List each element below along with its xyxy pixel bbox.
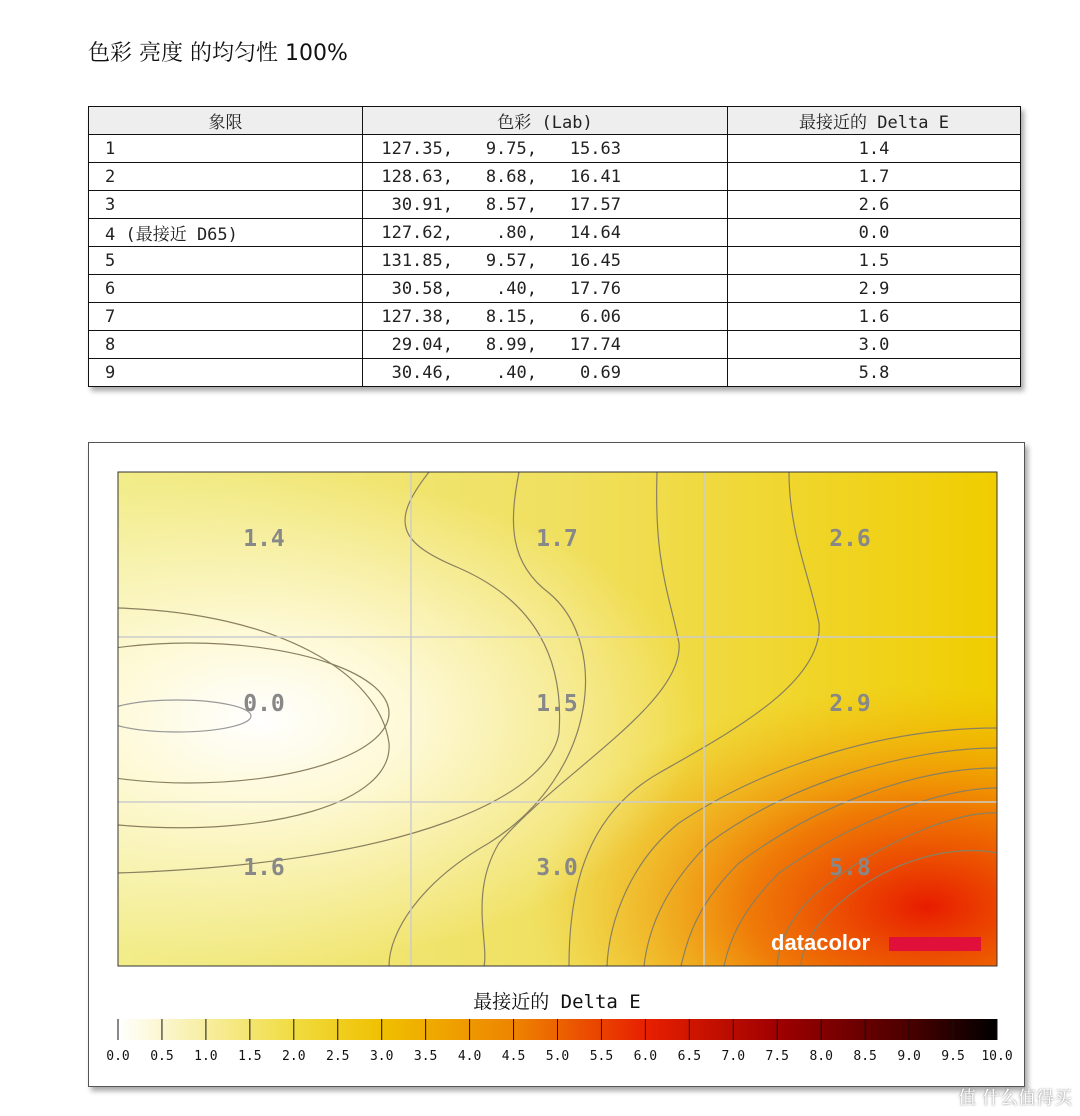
scale-tick-label: 5.5: [589, 1049, 614, 1064]
cell-lab: [363, 331, 728, 359]
scale-tick-label: 8.5: [853, 1049, 877, 1064]
heatmap-cell-label: 3.0: [536, 855, 578, 881]
cell-delta-e: 2.9: [728, 275, 1021, 303]
table-row: [89, 359, 1021, 387]
scale-tick-label: 1.0: [194, 1049, 218, 1064]
cell-delta-e: 0.0: [728, 219, 1021, 247]
scale-tick-label: 4.0: [457, 1049, 482, 1064]
scale-tick-label: 2.5: [326, 1049, 350, 1064]
table-row: [89, 135, 1021, 163]
scale-tick-label: 6.5: [677, 1049, 702, 1064]
lab-value: .80,: [496, 222, 537, 243]
header-delta-e: 最接近的 Delta E: [728, 107, 1021, 135]
cell-quadrant: 1: [89, 135, 363, 163]
lab-value: 9.57,: [485, 250, 537, 271]
header-quadrant: 象限: [89, 107, 363, 135]
cell-quadrant: 2: [89, 163, 363, 191]
lab-value: 8.57,: [485, 194, 537, 215]
cell-lab: [363, 219, 728, 247]
lab-value: 17.76: [569, 278, 621, 299]
lab-value: 0.69: [580, 362, 621, 383]
scale-tick-label: 10.0: [981, 1049, 1013, 1064]
cell-lab: [363, 359, 728, 387]
lab-value: 14.64: [569, 222, 621, 243]
heatmap-cell-label: 5.8: [829, 855, 871, 881]
table-row: [89, 331, 1021, 359]
scale-tick-label: 3.0: [369, 1049, 394, 1064]
lab-value: 8.99,: [485, 334, 537, 355]
brand-bar: [889, 937, 981, 951]
lab-value: 127.62,: [381, 222, 453, 243]
scale-tick-label: 8.0: [809, 1049, 833, 1064]
scale-tick-label: 0.0: [106, 1049, 130, 1064]
heatmap-cell-label: 2.6: [829, 526, 871, 552]
lab-value: 127.38,: [381, 306, 453, 327]
quadrant-table: [88, 106, 1021, 387]
watermark: 值 什么值得买: [958, 1088, 1072, 1109]
scale-tick-label: 5.0: [545, 1049, 570, 1064]
heatmap-cell-label: 1.4: [243, 526, 285, 552]
lab-value: 6.06: [580, 306, 621, 327]
cell-quadrant: 3: [89, 191, 363, 219]
scale-tick-label: 1.5: [238, 1049, 262, 1064]
scale-tick-label: 4.5: [501, 1049, 526, 1064]
cell-lab: [363, 247, 728, 275]
lab-value: 30.91,: [391, 194, 453, 215]
table-row: [89, 191, 1021, 219]
lab-value: 16.41: [569, 166, 621, 187]
cell-quadrant: 6: [89, 275, 363, 303]
cell-quadrant: 4 (最接近 D65): [89, 219, 363, 247]
lab-value: 16.45: [569, 250, 621, 271]
heatmap-cell-label: 0.0: [243, 691, 285, 717]
cell-lab: [363, 163, 728, 191]
table-row: [89, 219, 1021, 247]
scale-tick-label: 2.0: [282, 1049, 306, 1064]
cell-lab: [363, 275, 728, 303]
table-row: [89, 247, 1021, 275]
scale-tick-label: 7.0: [721, 1049, 746, 1064]
table-row: [89, 163, 1021, 191]
heatmap-cell-label: 2.9: [829, 691, 871, 717]
cell-delta-e: 3.0: [728, 331, 1021, 359]
scale-tick-label: 9.0: [897, 1049, 921, 1064]
cell-lab: [363, 135, 728, 163]
table-row: [89, 275, 1021, 303]
heatmap-cell-label: 1.7: [536, 526, 578, 552]
cell-quadrant: 5: [89, 247, 363, 275]
cell-lab: [363, 303, 728, 331]
scale-tick-label: 0.5: [150, 1049, 174, 1064]
page-title: 色彩 亮度 的均匀性 100%: [88, 41, 348, 66]
table-row: [89, 303, 1021, 331]
cell-quadrant: 8: [89, 331, 363, 359]
cell-delta-e: 5.8: [728, 359, 1021, 387]
heatmap-cell-label: 1.5: [536, 691, 578, 717]
lab-value: 17.57: [569, 194, 621, 215]
scale-tick-label: 6.0: [633, 1049, 658, 1064]
lab-value: 131.85,: [381, 250, 453, 271]
lab-value: 127.35,: [381, 138, 453, 159]
lab-value: 128.63,: [381, 166, 453, 187]
brand-text: datacolor: [771, 930, 871, 955]
cell-delta-e: 1.7: [728, 163, 1021, 191]
lab-value: .40,: [496, 278, 537, 299]
cell-lab: [363, 191, 728, 219]
cell-delta-e: 1.6: [728, 303, 1021, 331]
cell-quadrant: 9: [89, 359, 363, 387]
cell-quadrant: 7: [89, 303, 363, 331]
lab-value: 17.74: [569, 334, 621, 355]
lab-value: .40,: [496, 362, 537, 383]
scale-tick-label: 3.5: [413, 1049, 438, 1064]
lab-value: 8.68,: [485, 166, 537, 187]
lab-value: 15.63: [569, 138, 621, 159]
lab-value: 8.15,: [485, 306, 537, 327]
lab-value: 29.04,: [391, 334, 453, 355]
lab-value: 30.46,: [391, 362, 453, 383]
lab-value: 30.58,: [391, 278, 453, 299]
table-header-row: [89, 107, 1021, 135]
delta-e-table: [88, 106, 1021, 387]
legend-title: 最接近的 Delta E: [473, 991, 641, 1013]
cell-delta-e: 1.5: [728, 247, 1021, 275]
uniformity-chart: [88, 442, 1025, 1087]
header-lab: 色彩 (Lab): [363, 107, 728, 135]
scale-tick-label: 9.5: [941, 1049, 965, 1064]
heatmap-cell-label: 1.6: [243, 855, 285, 881]
cell-delta-e: 2.6: [728, 191, 1021, 219]
scale-tick-label: 7.5: [765, 1049, 789, 1064]
lab-value: 9.75,: [485, 138, 537, 159]
cell-delta-e: 1.4: [728, 135, 1021, 163]
uniformity-heatmap: [89, 443, 1024, 1086]
